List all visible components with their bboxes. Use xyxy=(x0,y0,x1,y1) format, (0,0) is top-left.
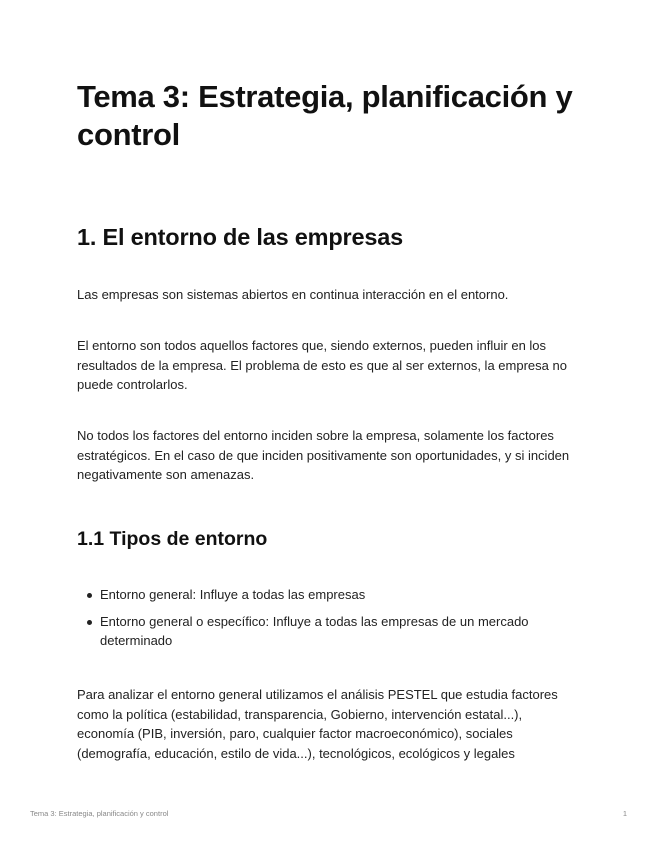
paragraph: El entorno son todos aquellos factores que, siendo externos, pueden influir en los resultados de la empresa. El problema de esto es que al ser externos, la empresa no puede controlarlos. xyxy=(77,338,567,393)
paragraph: Para analizar el entorno general utilizamos el análisis PESTEL que estudia factores como la política (estabilidad, transparencia, Gobierno, intervención estatal...), economía (PIB, inversión, paro, cualquier factor macroeconómico), sociales (demografía, educación, estilo de vida...), tecnológicos, ecológicos y legales xyxy=(77,687,558,761)
list-item xyxy=(77,585,582,605)
subsection-heading-tipos-entorno: 1.1 Tipos de entorno xyxy=(77,528,268,550)
paragraph: Las empresas son sistemas abiertos en continua interacción en el entorno. xyxy=(77,287,509,302)
section-heading-entorno: 1. El entorno de las empresas xyxy=(77,224,403,250)
footer-document-title: Tema 3: Estrategia, planificación y control xyxy=(30,809,169,818)
bullet-icon xyxy=(87,620,92,625)
list-item xyxy=(77,612,582,651)
bullet-list xyxy=(77,585,582,658)
footer-page-number: 1 xyxy=(622,809,627,818)
document-title: Tema 3: Estrategia, planificación y control xyxy=(77,79,573,152)
paragraph: No todos los factores del entorno inciden sobre la empresa, solamente los factores estratégicos. En el caso de que inciden positivamente son oportunidades, y si inciden negativamente son amenazas. xyxy=(77,428,570,483)
list-item-text: Entorno general: Influye a todas las empresas xyxy=(100,587,366,602)
bullet-icon xyxy=(87,593,92,598)
list-item-text: Entorno general o específico: Influye a todas las empresas de un mercado determinado xyxy=(100,613,529,649)
